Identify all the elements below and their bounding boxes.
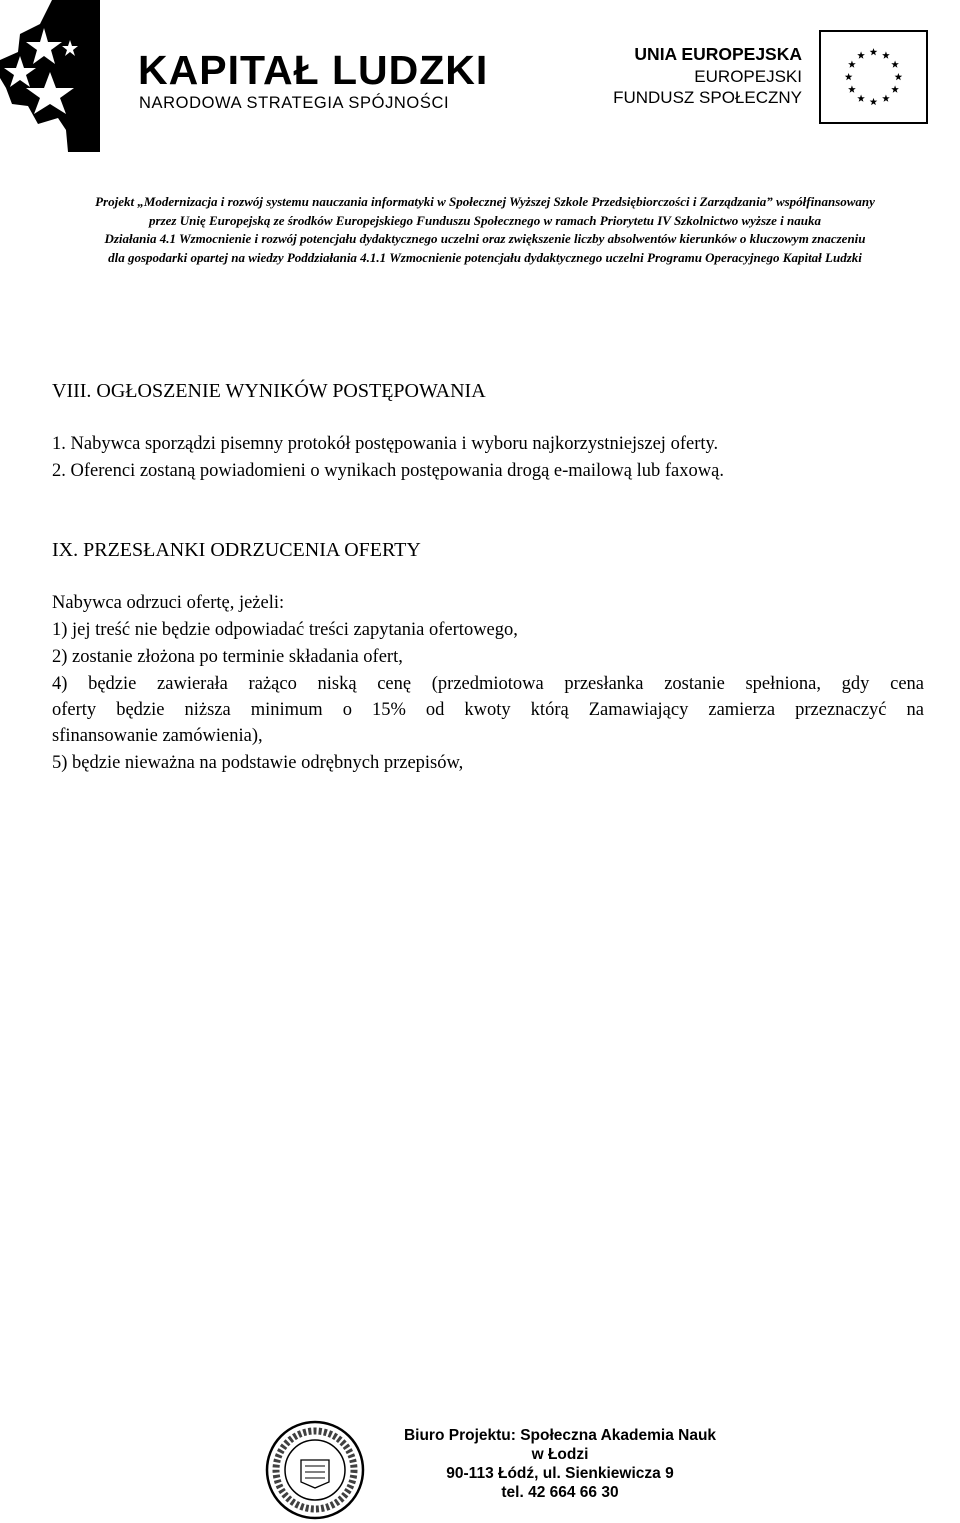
eu-fund-label-2: FUNDUSZ SPOŁECZNY <box>613 88 802 107</box>
eu-flag-icon <box>819 30 928 124</box>
flag-star-icon <box>895 73 903 80</box>
project-line: przez Unię Europejską ze środków Europejskiego Funduszu Społecznego w ramach Priorytetu IV Szkolnictwo wyższe i nauka <box>149 212 821 228</box>
list-item: 2) zostanie złożona po terminie składania ofert, <box>52 647 403 667</box>
eu-fund-label-1: EUROPEJSKI <box>694 67 802 86</box>
footer-office: Biuro Projektu: Społeczna Akademia Nauk <box>403 1427 717 1444</box>
flag-star-icon <box>848 85 856 92</box>
footer-address: 90-113 Łódź, ul. Sienkiewicza 9 <box>446 1465 674 1482</box>
flag-star-icon <box>857 51 865 58</box>
flag-star-icon <box>870 48 878 55</box>
logo-title: KAPITAŁ LUDZKI <box>138 47 489 93</box>
flag-star-icon <box>882 95 890 102</box>
list-item: oferty będzie niższa minimum o 15% od kwoty którą Zamawiający zamierza przeznaczyć na <box>52 700 924 720</box>
intro-text: Nabywca odrzuci ofertę, jeżeli: <box>52 593 285 613</box>
eu-label: UNIA EUROPEJSKA <box>634 44 802 64</box>
section-heading: VIII. OGŁOSZENIE WYNIKÓW POSTĘPOWANIA <box>52 380 486 402</box>
list-item: 1. Nabywca sporządzi pisemny protokół postępowania i wyboru najkorzystniejszej oferty. <box>52 434 719 454</box>
kapital-ludzki-logo <box>0 0 100 152</box>
list-item: 2. Oferenci zostaną powiadomieni o wynikach postępowania drogą e-mailową lub faxową. <box>52 461 724 481</box>
section-heading: IX. PRZESŁANKI ODRZUCENIA OFERTY <box>52 539 421 561</box>
project-line: Działania 4.1 Wzmocnienie i rozwój potencjału dydaktycznego uczelni oraz zwiększenie liczby absolwentów kierunków o kluczowym znaczeniu <box>104 231 866 246</box>
list-item: 1) jej treść nie będzie odpowiadać treści zapytania ofertowego, <box>52 620 518 640</box>
list-item: 4) będzie zawierała rażąco niską cenę (przedmiotowa przesłanka zostanie spełniona, gdy cena <box>52 674 924 694</box>
footer-city: w Łodzi <box>531 1446 589 1463</box>
flag-star-icon <box>845 73 853 80</box>
footer-phone: tel. 42 664 66 30 <box>501 1484 619 1501</box>
flag-star-icon <box>857 95 865 102</box>
logo-subtitle: NARODOWA STRATEGIA SPÓJNOŚCI <box>139 94 450 112</box>
project-info <box>40 193 930 267</box>
flag-star-icon <box>882 51 890 58</box>
flag-star-icon <box>870 98 878 105</box>
flag-star-icon <box>848 61 856 68</box>
project-line: dla gospodarki opartej na wiedzy Poddziałania 4.1.1 Wzmocnienie potencjału dydaktycznego uczelni Programu Operacyjnego Kapitał Ludzki <box>108 249 862 265</box>
list-item: 5) będzie nieważna na podstawie odrębnych przepisów, <box>52 753 464 773</box>
project-line: Projekt „Modernizacja i rozwój systemu nauczania informatyki w Społecznej Wyższej Szkole Przedsiębiorczości i Zarządzania” współfinansowany <box>95 194 875 209</box>
list-item: sfinansowanie zamówienia), <box>52 726 263 746</box>
academy-seal-logo <box>265 1420 365 1520</box>
flag-star-icon <box>891 85 899 92</box>
flag-star-icon <box>891 61 899 68</box>
